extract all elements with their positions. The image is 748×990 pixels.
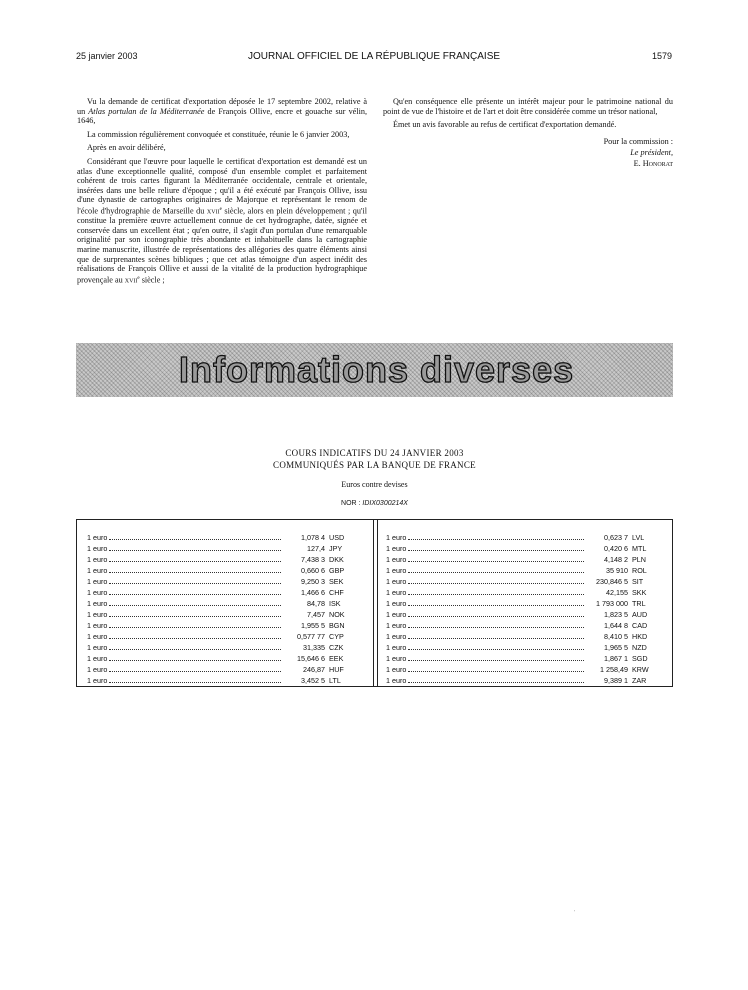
rate-unit: 1 euro [386,544,407,553]
currency-code: NZD [632,643,647,652]
nor-code: IDIX0300214X [362,500,408,507]
rates-heading [76,447,673,471]
rate-row [87,576,361,587]
rates-subtitle: Euros contre devises [341,480,408,489]
dot-leader [109,627,281,628]
section-banner [76,343,673,397]
rate-value: 7,438 3 [301,555,325,564]
rate-value: 1,823 5 [604,610,628,619]
dot-leader [408,660,584,661]
signature-title: Le président, [630,147,673,157]
nor-reference [76,500,673,507]
opinion-paragraph-deliberation: Après en avoir délibéré, [87,143,166,153]
rate-row [87,609,361,620]
currency-code: HKD [632,632,648,641]
header-date: 25 janvier 2003 [76,51,138,61]
currency-code: DKK [329,555,344,564]
rate-value: 0,420 6 [604,544,628,553]
opinion-paragraph-request: Vu la demande de certificat d'exportation déposée le 17 septembre 2002, relative à un Atlas portulan de la Méditerranée de François Ollive, encre et gouache sur vélin, 1646, [77,97,367,126]
rate-value: 42,155 [606,588,628,597]
dot-leader [408,583,584,584]
opinion-paragraph-decision: Émet un avis favorable au refus de certificat d'exportation demandé. [393,120,617,130]
rate-unit: 1 euro [386,566,407,575]
dot-leader [408,649,584,650]
currency-code: ROL [632,566,647,575]
rate-unit: 1 euro [386,577,407,586]
rates-list-right [386,532,664,686]
rate-row [386,631,664,642]
rate-unit: 1 euro [386,665,407,674]
currency-code: LVL [632,533,645,542]
rate-row [87,620,361,631]
nor-label: NOR : [341,500,361,507]
currency-code: MTL [632,544,647,553]
rate-unit: 1 euro [87,599,108,608]
currency-code: ZAR [632,676,647,685]
page-number: 1579 [651,51,672,61]
rate-unit: 1 euro [386,632,407,641]
currency-code: ISK [329,599,341,608]
signature-name: E. Honorat [633,158,673,168]
rate-value: 0,577 77 [297,632,325,641]
rate-row [386,576,664,587]
rate-unit: 1 euro [87,577,108,586]
rate-unit: 1 euro [87,544,108,553]
page-header [76,51,672,65]
rate-row [386,675,664,686]
rate-unit: 1 euro [87,676,108,685]
rate-value: 127,4 [307,544,325,553]
rate-row [386,598,664,609]
rate-unit: 1 euro [87,643,108,652]
rate-value: 9,250 3 [301,577,325,586]
rate-unit: 1 euro [386,621,407,630]
rate-unit: 1 euro [87,566,108,575]
rate-value: 31,335 [303,643,325,652]
signature-line-commission: Pour la commission : [603,136,673,146]
currency-code: EEK [329,654,344,663]
currency-code: AUD [632,610,648,619]
currency-code: SGD [632,654,648,663]
dot-leader [109,539,281,540]
rate-row [87,598,361,609]
dot-leader [109,671,281,672]
rate-value: 230,846 5 [596,577,628,586]
dot-leader [109,616,281,617]
currency-code: SIT [632,577,644,586]
rate-row [386,554,664,565]
currency-code: GBP [329,566,345,575]
currency-code: TRL [632,599,646,608]
rate-value: 1,466 6 [301,588,325,597]
dot-leader [408,561,584,562]
opinion-column-left [77,97,367,289]
rate-row [386,587,664,598]
rate-unit: 1 euro [386,533,407,542]
opinion-paragraph-consequence: Qu'en conséquence elle présente un intérêt majeur pour le patrimoine national du point de vue de l'histoire et de l'art et doit être considérée comme un trésor national, [383,97,673,116]
opinion-paragraph-considering: Considérant que l'œuvre pour laquelle le certificat d'exportation est demandé est un atlas d'une exceptionnelle qualité, composé d'un ensemble complet et parfaitement cohérent de trois cartes figurant la Méditerranée occidentale, centrale et orientale, insérées dans une belle reliure d'époque ; qu'il a été exécuté par François Ollive, issu d'une dynastie de cartographes originaires de Majorque et représentant le renom de l'école d'hydrographie de Marseille du xvii$^e$ siècle, alors en plein développement ; qu'il constitue la première œuvre actuellement connue de cet hydrographe, datée, signée et conservée dans un excellent état ; qu'en outre, il s'agit d'un portulan d'une remarquable originalité par son iconographie très abondante et inhabituelle dans la cartographie marine manuscrite, illustrée de représentations des allégories des quatre éléments ainsi que de surprenantes scènes bibliques ; que cet atlas témoigne d'un aspect inédit des réalisations de François Ollive et aussi de la vitalité de la production hydrographique provençale au xvii$^e$ siècle ; [77,156,368,285]
rate-unit: 1 euro [87,654,108,663]
dot-leader [109,638,281,639]
dot-leader [408,616,584,617]
rate-unit: 1 euro [386,599,407,608]
currency-code: BGN [329,621,345,630]
rate-row [87,653,361,664]
column-divider [373,520,378,686]
rates-heading-line1: COURS INDICATIFS DU 24 JANVIER 2003 [285,448,464,458]
dot-leader [408,638,584,639]
rate-row [386,565,664,576]
dot-leader [408,594,584,595]
rate-row [386,653,664,664]
dot-leader [408,627,584,628]
dot-leader [408,671,584,672]
rate-value: 8,410 5 [604,632,628,641]
dot-leader [408,682,584,683]
dot-leader [408,605,584,606]
rate-value: 1,965 5 [604,643,628,652]
currency-code: SKK [632,588,647,597]
rate-value: 1 793 000 [596,599,628,608]
dot-leader [109,550,281,551]
rate-row [87,554,361,565]
rate-value: 0,623 7 [604,533,628,542]
rate-value: 1,867 1 [604,654,628,663]
rate-row [87,532,361,543]
rate-value: 3,452 5 [301,676,325,685]
rate-row [87,642,361,653]
rate-row [87,664,361,675]
rate-row [87,587,361,598]
rate-value: 15,646 6 [297,654,325,663]
rate-value: 1,078 4 [301,533,325,542]
rate-value: 35 910 [606,566,628,575]
currency-code: CZK [329,643,344,652]
rate-value: 84,78 [307,599,325,608]
dot-leader [408,572,584,573]
dot-leader [109,583,281,584]
rate-unit: 1 euro [87,610,108,619]
opinion-column-right [383,97,673,169]
currency-code: HUF [329,665,344,674]
rate-unit: 1 euro [87,533,108,542]
rate-unit: 1 euro [87,555,108,564]
rate-value: 4,148 2 [604,555,628,564]
rate-unit: 1 euro [87,621,108,630]
rate-row [386,543,664,554]
rate-unit: 1 euro [386,654,407,663]
artwork-title: Atlas portulan de la Méditerranée [88,106,205,116]
rate-unit: 1 euro [386,676,407,685]
rate-value: 246,87 [303,665,325,674]
rates-list-left [87,532,361,686]
rate-value: 1,955 5 [301,621,325,630]
rate-unit: 1 euro [386,610,407,619]
opinion-paragraph-commission: La commission régulièrement convoquée et constituée, réunie le 6 janvier 2003, [87,129,350,139]
rate-row [386,620,664,631]
rate-row [87,543,361,554]
currency-code: KRW [632,665,649,674]
rate-row [87,675,361,686]
journal-title: JOURNAL OFFICIEL DE LA RÉPUBLIQUE FRANÇAISE [247,51,501,62]
dot-leader [109,682,281,683]
currency-code: CAD [632,621,648,630]
rate-value: 0,660 6 [301,566,325,575]
dot-leader [109,649,281,650]
rate-row [87,631,361,642]
currency-code: LTL [329,676,341,685]
rate-unit: 1 euro [87,665,108,674]
dot-leader [408,539,584,540]
rate-unit: 1 euro [386,643,407,652]
dot-leader [109,605,281,606]
dot-leader [109,561,281,562]
rate-unit: 1 euro [87,632,108,641]
currency-code: JPY [329,544,343,553]
rate-value: 9,389 1 [604,676,628,685]
currency-code: PLN [632,555,646,564]
rate-unit: 1 euro [87,588,108,597]
currency-code: CYP [329,632,344,641]
rate-row [386,609,664,620]
rate-value: 1,644 8 [604,621,628,630]
rate-unit: 1 euro [386,588,407,597]
currency-code: USD [329,533,345,542]
currency-code: NOK [329,610,345,619]
currency-code: CHF [329,588,344,597]
margin-mark: ' [574,910,576,916]
exchange-rates-table [76,519,673,687]
currency-code: SEK [329,577,344,586]
banner-title: Informations diverses [179,349,575,390]
rate-value: 7,457 [307,610,325,619]
dot-leader [109,660,281,661]
rate-row [386,642,664,653]
rate-row [386,664,664,675]
rates-heading-line2: COMMUNIQUÉS PAR LA BANQUE DE FRANCE [273,460,476,470]
dot-leader [408,550,584,551]
signature-block [383,136,673,169]
rate-row [87,565,361,576]
rate-value: 1 258,49 [600,665,628,674]
dot-leader [109,594,281,595]
dot-leader [109,572,281,573]
rate-unit: 1 euro [386,555,407,564]
rate-row [386,532,664,543]
